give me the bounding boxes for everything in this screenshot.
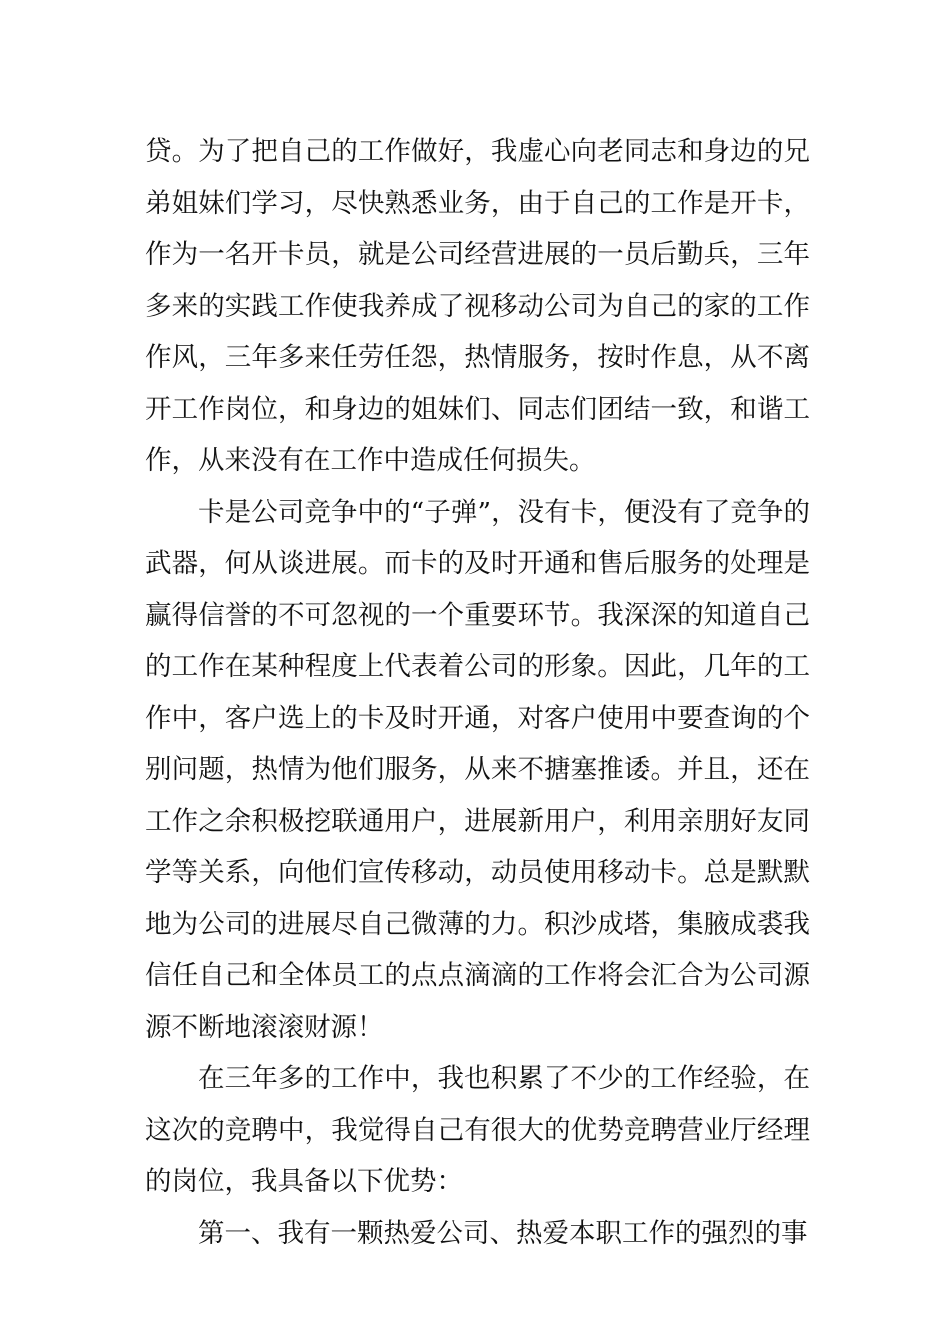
paragraph-1: 贷。为了把自己的工作做好，我虚心向老同志和身边的兄弟姐妹们学习，尽快熟悉业务，由于自己的工作是开卡，作为一名开卡员，就是公司经营进展的一员后勤兵，三年多来的实践工作使我养成了视移动公司为自己的家的工作作风，三年多来任劳任怨，热情服务，按时作息，从不离开工作岗位，和身边的姐妹们、同志们团结一致，和谐工作，从来没有在工作中造成任何损失。 [145,136,810,476]
paragraph-2: 卡是公司竞争中的“子弹”，没有卡，便没有了竞争的武器，何从谈进展。而卡的及时开通和售后服务的处理是赢得信誉的不可忽视的一个重要环节。我深深的知道自己的工作在某种程度上代表着公司的形象。因此，几年的工作中，客户选上的卡及时开通，对客户使用中要查询的个别问题，热情为他们服务，从来不搪塞推诿。并且，还在工作之余积极挖联通用户，进展新用户，利用亲朋好友同学等关系，向他们宣传移动，动员使用移动卡。总是默默地为公司的进展尽自己微薄的力。积沙成塔，集腋成裘我信任自己和全体员工的点点滴滴的工作将会汇合为公司源源不断地滚滚财源！ [145,496,810,1043]
paragraph-4: 第一、我有一颗热爱公司、热爱本职工作的强烈的事 [198,1217,808,1249]
paragraph-3: 在三年多的工作中，我也积累了不少的工作经验，在这次的竞聘中，我觉得自己有很大的优势竞聘营业厅经理的岗位，我具备以下优势： [145,1063,810,1197]
body-text [145,126,810,1259]
